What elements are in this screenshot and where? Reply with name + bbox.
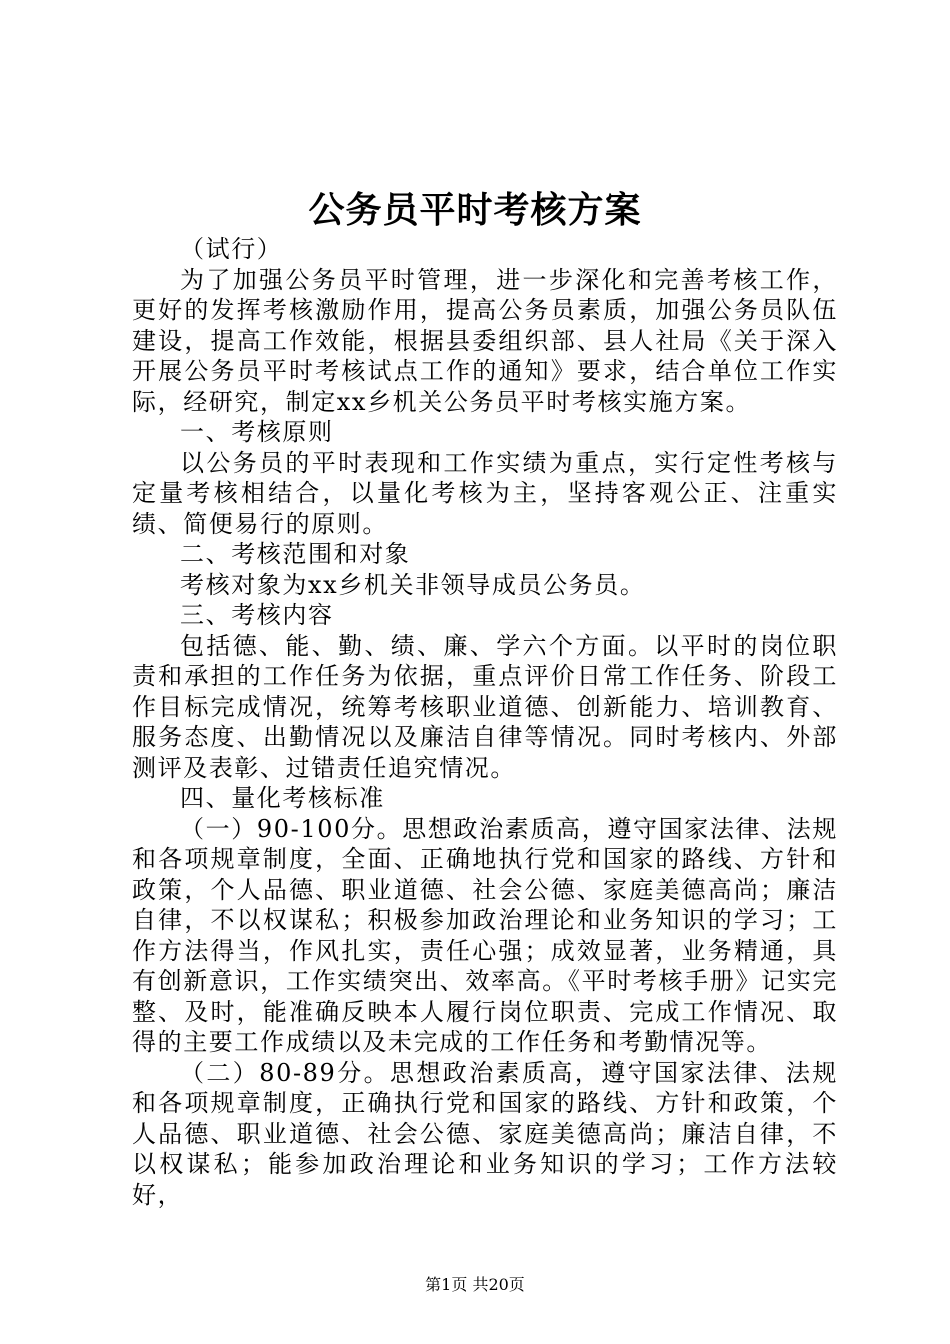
intro-paragraph: 为了加强公务员平时管理，进一步深化和完善考核工作，更好的发挥考核激励作用，提高公务员素质，加强公务员队伍建设，提高工作效能，根据县委组织部、县人社局《关于深入开展公务员平时考核试点工作的通知》要求，结合单位工作实际，经研究，制定xx乡机关公务员平时考核实施方案。 [132,265,838,416]
page-number-footer: 第1页 共20页 [425,1275,525,1294]
standard-level-1-paragraph: （一）90-100分。思想政治素质高，遵守国家法律、法规和各项规章制度，全面、正确地执行党和国家的路线、方针和政策，个人品德、职业道德、社会公德、家庭美德高尚；廉洁自律，不以权谋私；积极参加政治理论和业务知识的学习；工作方法得当，作风扎实，责任心强；成效显著，业务精通，具有创新意识，工作实绩突出、效率高。《平时考核手册》记实完整、及时，能准确反映本人履行岗位职责、完成工作情况、取得的主要工作成绩以及未完成的工作任务和考勤情况等。 [132,814,838,1056]
section-heading-content: 三、考核内容 [180,601,334,629]
section-heading-standards: 四、量化考核标准 [180,784,385,812]
scope-paragraph: 考核对象为xx乡机关非领导成员公务员。 [180,570,646,599]
document-body [132,234,838,1210]
section-heading-principles: 一、考核原则 [180,418,334,446]
content-paragraph: 包括德、能、勤、绩、廉、学六个方面。以平时的岗位职责和承担的工作任务为依据，重点评价日常工作任务、阶段工作目标完成情况，统筹考核职业道德、创新能力、培训教育、服务态度、出勤情况以及廉洁自律等情况。同时考核内、外部测评及表彰、过错责任追究情况。 [132,631,838,782]
section-heading-scope: 二、考核范围和对象 [180,540,411,568]
principles-paragraph: 以公务员的平时表现和工作实绩为重点，实行定性考核与定量考核相结合，以量化考核为主，坚持客观公正、注重实绩、简便易行的原则。 [132,448,838,538]
document-title: 公务员平时考核方案 [308,190,642,231]
standard-level-2-paragraph: （二）80-89分。思想政治素质高，遵守国家法律、法规和各项规章制度，正确执行党和国家的路线、方针和政策，个人品德、职业道德、社会公德、家庭美德高尚；廉洁自律，不以权谋私；能参加政治理论和业务知识的学习；工作方法较好， [132,1058,838,1209]
subtitle-trial: （试行） [180,235,283,263]
